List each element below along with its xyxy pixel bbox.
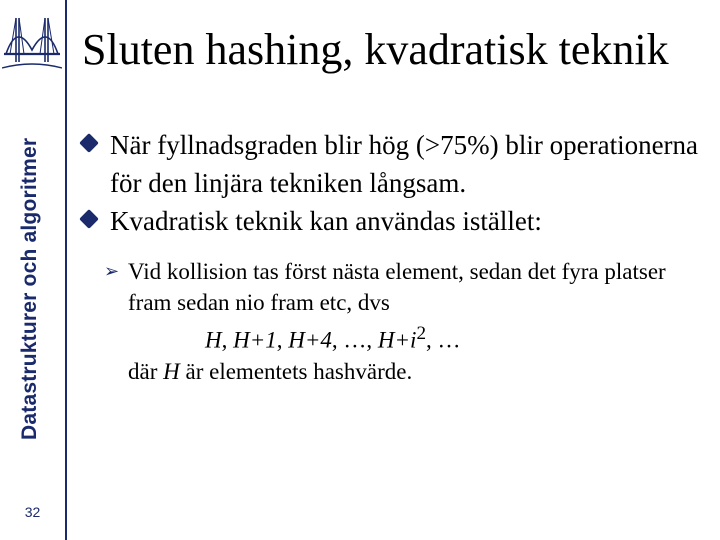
diamond-bullet-icon <box>79 209 99 229</box>
sidebar-divider <box>65 0 67 540</box>
page-number: 32 <box>24 504 41 520</box>
sub-bullet-text: Vid kollision tas först nästa element, sedan det fyra platser fram sedan nio fram etc, dvs <box>128 259 666 315</box>
bullet-item <box>82 126 712 202</box>
sub-bullet-conclusion: där H är elementets hashvärde. <box>128 358 413 384</box>
bullet-text: Kvadratisk teknik kan användas istället: <box>110 206 542 236</box>
bullet-item <box>82 202 712 240</box>
bullet-list <box>82 126 712 387</box>
diamond-bullet-icon <box>79 133 99 153</box>
probe-sequence-formula: H, H+1, H+4, …, $H+i^2$, … <box>205 323 461 353</box>
slide-title: Sluten hashing, kvadratisk teknik <box>82 25 669 74</box>
bridge-logo-icon <box>2 10 62 72</box>
bullet-text: När fyllnadsgraden blir hög (>75%) blir operationerna för den linjära tekniken långsam. <box>110 130 699 198</box>
vertical-course-title: Datastrukturer och algoritmer <box>18 137 41 440</box>
sub-bullet-item <box>82 256 712 387</box>
arrow-bullet-icon: ➢ <box>104 261 120 282</box>
sidebar <box>0 0 65 540</box>
